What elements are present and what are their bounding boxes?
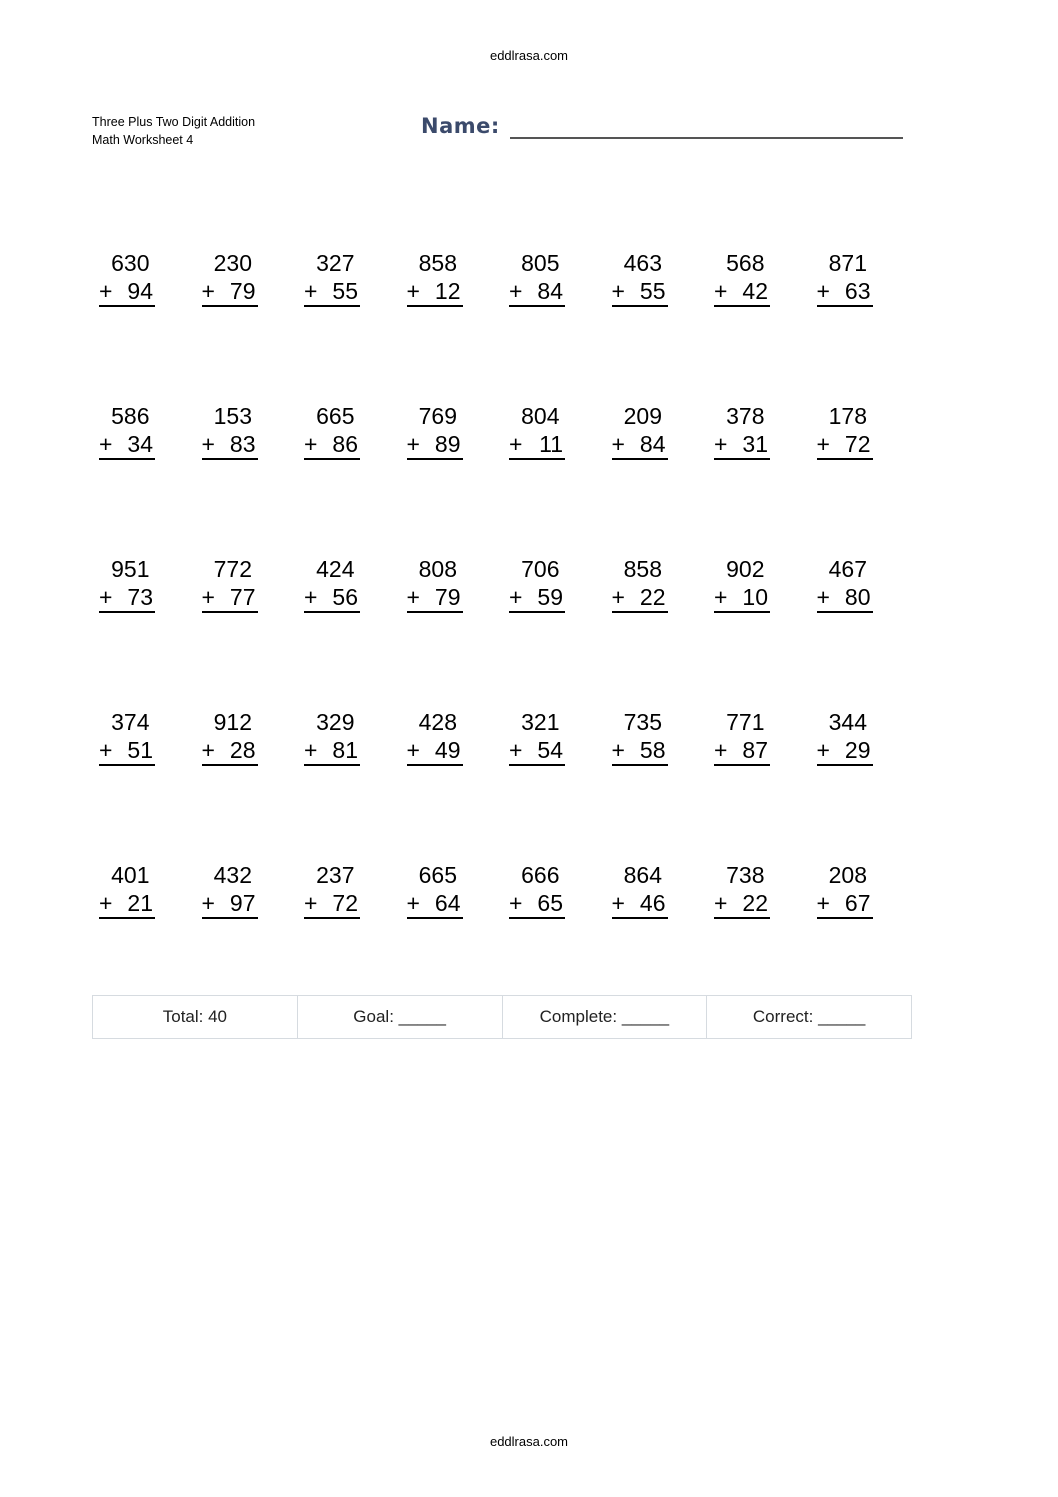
addition-problem[interactable] — [606, 708, 709, 861]
answer-line — [304, 736, 360, 766]
top-number: 706 — [521, 556, 560, 582]
addition-problem[interactable] — [298, 861, 401, 1014]
addition-problem[interactable] — [298, 708, 401, 861]
plus-sign: + — [406, 431, 420, 457]
addition-problem[interactable] — [708, 555, 811, 708]
answer-line — [407, 583, 463, 613]
addition-problem[interactable] — [401, 708, 504, 861]
plus-sign: + — [406, 737, 420, 763]
bottom-number: 89 — [434, 431, 461, 457]
site-header: eddlrasa.com — [489, 48, 569, 63]
bottom-number: 67 — [844, 890, 871, 916]
plus-sign: + — [714, 584, 728, 610]
plus-sign: + — [509, 737, 523, 763]
plus-sign: + — [816, 890, 830, 916]
answer-line — [714, 430, 770, 460]
addition-problem[interactable] — [503, 555, 606, 708]
plus-sign: + — [714, 431, 728, 457]
bottom-number: 94 — [127, 278, 153, 304]
bottom-number: 22 — [742, 890, 768, 916]
addition-problem[interactable] — [93, 249, 196, 402]
addition-problem[interactable] — [606, 402, 709, 555]
plus-sign: + — [611, 431, 625, 457]
bottom-number: 29 — [844, 737, 871, 763]
plus-sign: + — [714, 278, 728, 304]
summary-total: Total: 40 — [93, 996, 298, 1038]
summary-goal[interactable]: Goal: _____ — [298, 996, 503, 1038]
top-number: 378 — [726, 403, 765, 429]
plus-sign: + — [611, 278, 625, 304]
summary-complete[interactable]: Complete: _____ — [503, 996, 708, 1038]
bottom-number: 72 — [844, 431, 871, 457]
bottom-number: 79 — [434, 584, 461, 610]
name-label: Name: — [421, 114, 500, 138]
answer-line — [714, 736, 770, 766]
answer-line — [817, 277, 873, 307]
addition-problem[interactable] — [503, 708, 606, 861]
answer-line — [304, 430, 360, 460]
top-number: 772 — [213, 556, 252, 582]
answer-line — [612, 277, 668, 307]
addition-problem[interactable] — [196, 555, 299, 708]
answer-line — [612, 583, 668, 613]
bottom-number: 10 — [742, 584, 768, 610]
problem-row — [93, 402, 913, 555]
answer-line — [714, 583, 770, 613]
plus-sign: + — [816, 278, 830, 304]
bottom-number: 65 — [537, 890, 563, 916]
addition-problem[interactable] — [196, 861, 299, 1014]
top-number: 428 — [418, 709, 457, 735]
bottom-number: 12 — [434, 278, 461, 304]
plus-sign: + — [201, 584, 215, 610]
plus-sign: + — [99, 431, 113, 457]
answer-line — [509, 583, 565, 613]
top-number: 230 — [213, 250, 252, 276]
addition-problem[interactable] — [708, 402, 811, 555]
bottom-number: 28 — [229, 737, 256, 763]
top-number: 424 — [316, 556, 355, 582]
addition-problem[interactable] — [606, 249, 709, 402]
answer-line — [407, 430, 463, 460]
answer-line — [817, 889, 873, 919]
addition-problem[interactable] — [811, 861, 914, 1014]
bottom-number: 58 — [639, 737, 666, 763]
addition-problem[interactable] — [298, 249, 401, 402]
plus-sign: + — [201, 890, 215, 916]
top-number: 209 — [623, 403, 662, 429]
bottom-number: 64 — [434, 890, 461, 916]
addition-problem[interactable] — [708, 708, 811, 861]
bottom-number: 22 — [639, 584, 666, 610]
answer-line — [612, 889, 668, 919]
plus-sign: + — [201, 737, 215, 763]
plus-sign: + — [201, 278, 215, 304]
addition-problem[interactable] — [401, 249, 504, 402]
bottom-number: 51 — [127, 737, 153, 763]
plus-sign: + — [509, 584, 523, 610]
plus-sign: + — [611, 890, 625, 916]
plus-sign: + — [304, 584, 318, 610]
top-number: 912 — [213, 709, 252, 735]
answer-line — [817, 736, 873, 766]
top-number: 858 — [623, 556, 662, 582]
plus-sign: + — [304, 737, 318, 763]
bottom-number: 56 — [332, 584, 358, 610]
top-number: 344 — [828, 709, 867, 735]
plus-sign: + — [611, 584, 625, 610]
bottom-number: 49 — [434, 737, 461, 763]
bottom-number: 31 — [742, 431, 768, 457]
addition-problem[interactable] — [503, 402, 606, 555]
problem-row — [93, 249, 913, 402]
addition-problem[interactable] — [93, 402, 196, 555]
bottom-number: 87 — [742, 737, 768, 763]
bottom-number: 97 — [229, 890, 256, 916]
bottom-number: 55 — [639, 278, 666, 304]
bottom-number: 21 — [127, 890, 153, 916]
bottom-number: 80 — [844, 584, 871, 610]
addition-problem[interactable] — [606, 555, 709, 708]
problem-row — [93, 708, 913, 861]
top-number: 666 — [521, 862, 560, 888]
addition-problem[interactable] — [811, 249, 914, 402]
addition-problem[interactable] — [401, 861, 504, 1014]
top-number: 327 — [316, 250, 355, 276]
problem-row — [93, 555, 913, 708]
summary-table — [92, 995, 912, 1039]
answer-line — [99, 583, 155, 613]
top-number: 735 — [623, 709, 662, 735]
title-line-2: Math Worksheet 4 — [92, 133, 194, 147]
plus-sign: + — [509, 278, 523, 304]
answer-line — [99, 736, 155, 766]
bottom-number: 77 — [229, 584, 256, 610]
answer-line — [509, 277, 565, 307]
addition-problem[interactable] — [811, 555, 914, 708]
top-number: 374 — [111, 709, 150, 735]
addition-problem[interactable] — [298, 555, 401, 708]
top-number: 665 — [418, 862, 457, 888]
plus-sign: + — [304, 278, 318, 304]
addition-problem[interactable] — [401, 402, 504, 555]
answer-line — [202, 583, 258, 613]
plus-sign: + — [611, 737, 625, 763]
top-number: 864 — [623, 862, 662, 888]
answer-line — [202, 277, 258, 307]
bottom-number: 34 — [127, 431, 153, 457]
answer-line — [509, 430, 565, 460]
bottom-number: 54 — [537, 737, 563, 763]
addition-problem[interactable] — [708, 249, 811, 402]
answer-line — [509, 889, 565, 919]
bottom-number: 81 — [332, 737, 358, 763]
top-number: 769 — [418, 403, 457, 429]
top-number: 153 — [213, 403, 252, 429]
plus-sign: + — [99, 737, 113, 763]
addition-problem[interactable] — [93, 708, 196, 861]
answer-line — [202, 430, 258, 460]
answer-line — [714, 277, 770, 307]
top-number: 321 — [521, 709, 560, 735]
answer-line — [612, 736, 668, 766]
plus-sign: + — [406, 584, 420, 610]
plus-sign: + — [99, 278, 113, 304]
bottom-number: 86 — [332, 431, 358, 457]
worksheet-title — [92, 113, 255, 149]
plus-sign: + — [816, 737, 830, 763]
answer-line — [304, 583, 360, 613]
top-number: 871 — [828, 250, 867, 276]
answer-line — [407, 736, 463, 766]
answer-line — [202, 889, 258, 919]
top-number: 401 — [111, 862, 150, 888]
site-footer: eddlrasa.com — [489, 1434, 569, 1449]
answer-line — [407, 889, 463, 919]
bottom-number: 55 — [332, 278, 358, 304]
top-number: 804 — [521, 403, 560, 429]
answer-line — [817, 583, 873, 613]
answer-line — [99, 889, 155, 919]
bottom-number: 79 — [229, 278, 256, 304]
answer-line — [99, 430, 155, 460]
plus-sign: + — [99, 890, 113, 916]
top-number: 738 — [726, 862, 765, 888]
bottom-number: 59 — [537, 584, 563, 610]
addition-problem[interactable] — [606, 861, 709, 1014]
answer-line — [202, 736, 258, 766]
top-number: 586 — [111, 403, 150, 429]
name-field[interactable] — [510, 137, 903, 139]
problem-row — [93, 861, 913, 1014]
plus-sign: + — [99, 584, 113, 610]
answer-line — [99, 277, 155, 307]
top-number: 178 — [828, 403, 867, 429]
addition-problem[interactable] — [811, 708, 914, 861]
plus-sign: + — [406, 278, 420, 304]
top-number: 208 — [828, 862, 867, 888]
bottom-number: 84 — [639, 431, 666, 457]
plus-sign: + — [406, 890, 420, 916]
bottom-number: 42 — [742, 278, 768, 304]
plus-sign: + — [304, 890, 318, 916]
answer-line — [304, 889, 360, 919]
plus-sign: + — [509, 431, 523, 457]
addition-problem[interactable] — [708, 861, 811, 1014]
title-line-1: Three Plus Two Digit Addition — [92, 115, 256, 129]
bottom-number: 83 — [229, 431, 256, 457]
bottom-number: 11 — [539, 431, 563, 457]
top-number: 858 — [418, 250, 457, 276]
plus-sign: + — [714, 890, 728, 916]
addition-problem[interactable] — [401, 555, 504, 708]
addition-problem[interactable] — [93, 861, 196, 1014]
answer-line — [304, 277, 360, 307]
top-number: 463 — [623, 250, 662, 276]
plus-sign: + — [714, 737, 728, 763]
bottom-number: 63 — [844, 278, 871, 304]
top-number: 805 — [521, 250, 560, 276]
plus-sign: + — [304, 431, 318, 457]
addition-problem[interactable] — [503, 249, 606, 402]
answer-line — [817, 430, 873, 460]
addition-problem[interactable] — [196, 708, 299, 861]
top-number: 665 — [316, 403, 355, 429]
addition-problem[interactable] — [811, 402, 914, 555]
answer-line — [407, 277, 463, 307]
answer-line — [509, 736, 565, 766]
top-number: 951 — [111, 556, 150, 582]
addition-problem[interactable] — [298, 402, 401, 555]
top-number: 771 — [726, 709, 765, 735]
problem-grid — [93, 249, 913, 1014]
plus-sign: + — [201, 431, 215, 457]
top-number: 568 — [726, 250, 765, 276]
top-number: 902 — [726, 556, 765, 582]
top-number: 329 — [316, 709, 355, 735]
bottom-number: 72 — [332, 890, 358, 916]
addition-problem[interactable] — [196, 402, 299, 555]
bottom-number: 84 — [537, 278, 563, 304]
bottom-number: 73 — [127, 584, 153, 610]
bottom-number: 46 — [639, 890, 666, 916]
addition-problem[interactable] — [93, 555, 196, 708]
answer-line — [714, 889, 770, 919]
top-number: 237 — [316, 862, 355, 888]
top-number: 808 — [418, 556, 457, 582]
plus-sign: + — [816, 431, 830, 457]
answer-line — [612, 430, 668, 460]
top-number: 432 — [213, 862, 252, 888]
summary-correct[interactable]: Correct: _____ — [752, 1007, 866, 1026]
top-number: 630 — [111, 250, 150, 276]
plus-sign: + — [509, 890, 523, 916]
addition-problem[interactable] — [503, 861, 606, 1014]
plus-sign: + — [816, 584, 830, 610]
top-number: 467 — [828, 556, 867, 582]
addition-problem[interactable] — [196, 249, 299, 402]
